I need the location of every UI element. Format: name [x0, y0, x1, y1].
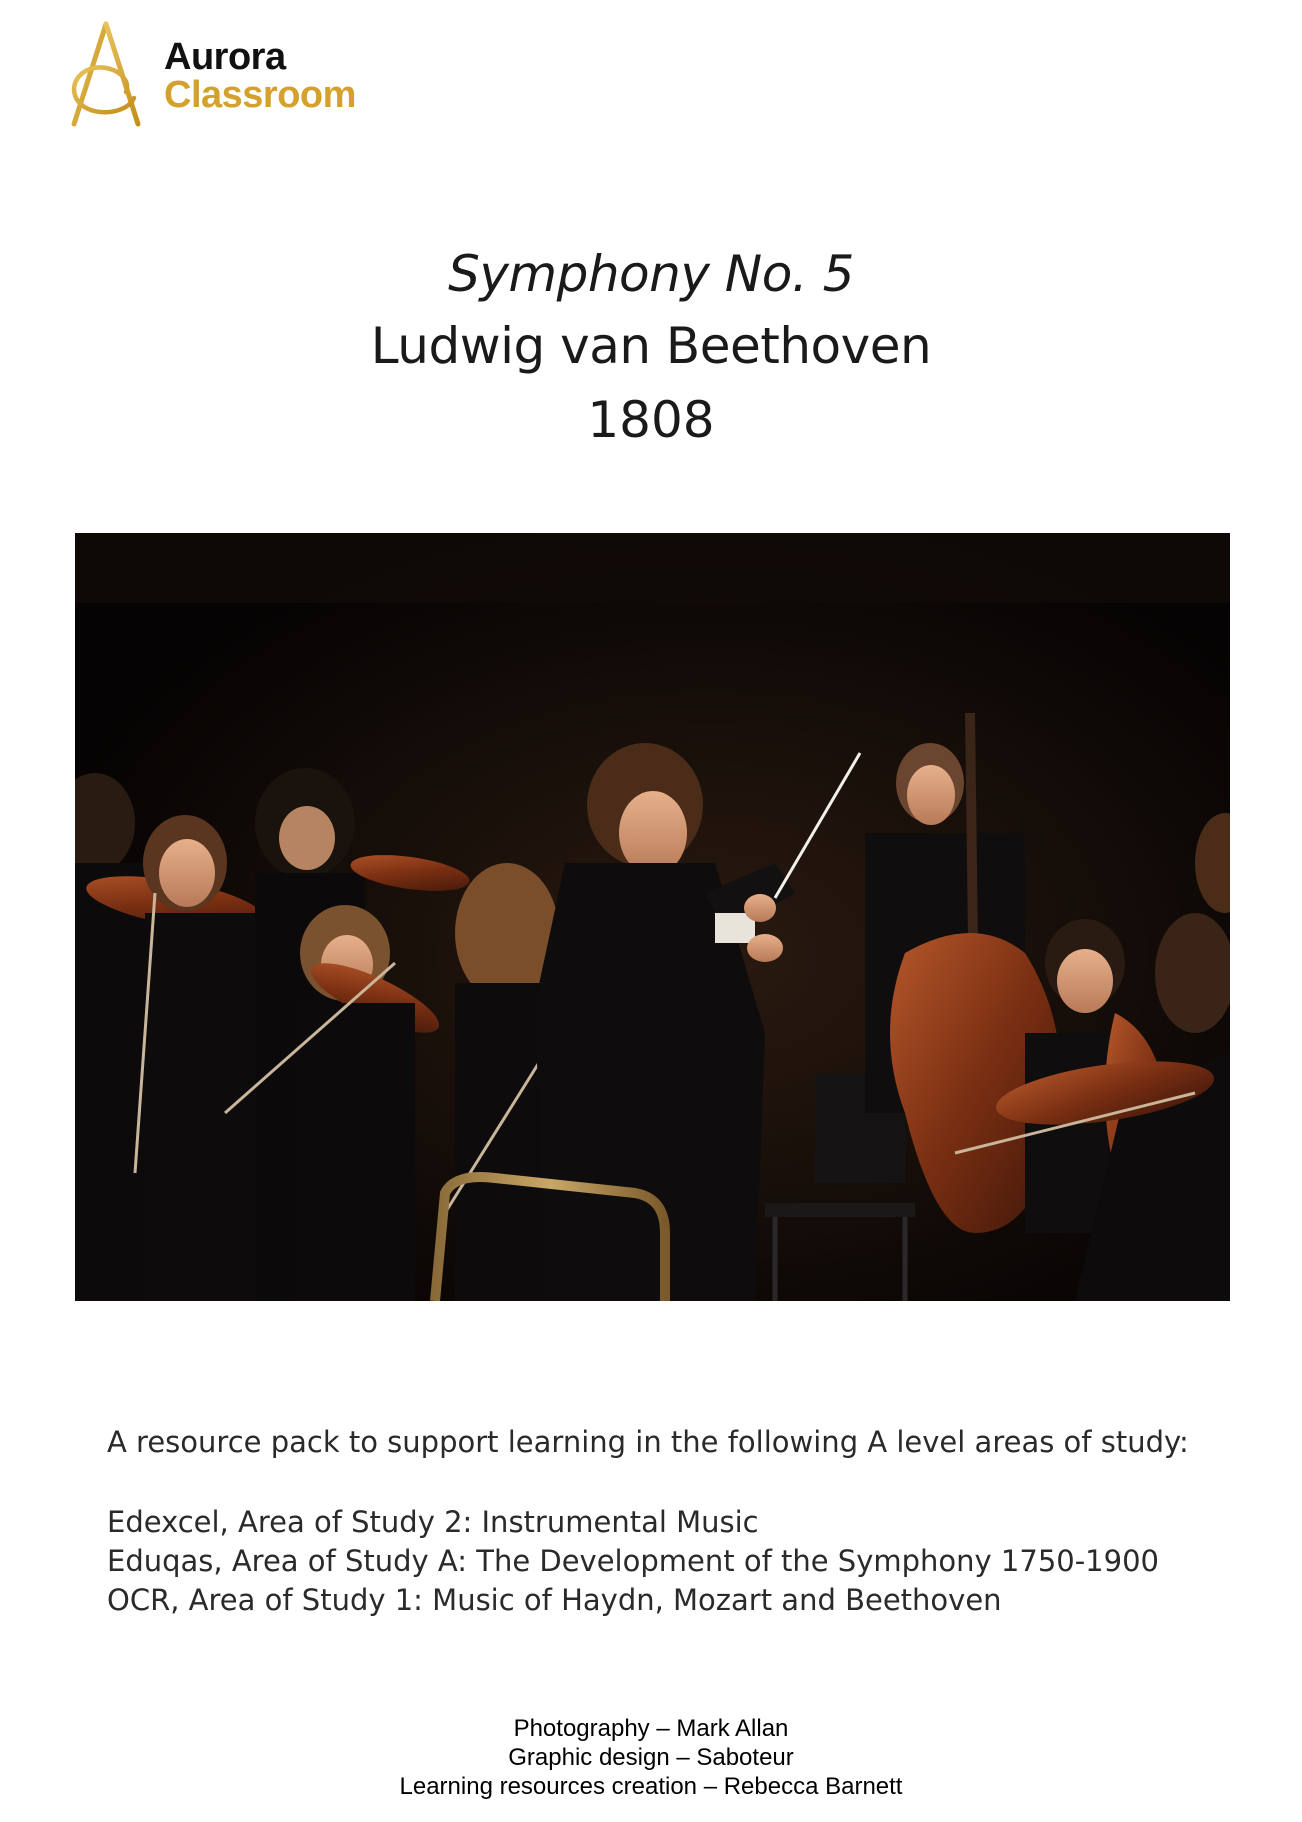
aurora-classroom-logo — [64, 20, 384, 130]
composition-year: 1808 — [587, 391, 715, 449]
list-item: Eduqas, Area of Study A: The Development of the Symphony 1750-1900 — [107, 1544, 1159, 1578]
credit-learning-resources: Learning resources creation – Rebecca Barnett — [399, 1773, 903, 1800]
work-title: Symphony No. 5 — [448, 245, 854, 303]
logo-word-aurora: Aurora — [164, 36, 286, 78]
logo-wordmark — [164, 38, 356, 114]
areas-of-study-list — [107, 1503, 1267, 1620]
list-item: OCR, Area of Study 1: Music of Haydn, Mozart and Beethoven — [107, 1583, 1002, 1617]
intro-text: A resource pack to support learning in the following A level areas of study: — [107, 1425, 1189, 1459]
conductor-with-orchestra-photo — [75, 533, 1230, 1301]
aurora-a-logo-icon — [64, 20, 148, 130]
composer-name: Ludwig van Beethoven — [370, 317, 932, 375]
logo-word-classroom: Classroom — [164, 74, 356, 116]
credits — [0, 1714, 1302, 1801]
title-block — [0, 238, 1302, 458]
list-item: Edexcel, Area of Study 2: Instrumental Music — [107, 1505, 759, 1539]
credit-photography: Photography – Mark Allan — [513, 1715, 789, 1742]
credit-graphic-design: Graphic design – Saboteur — [508, 1744, 794, 1771]
